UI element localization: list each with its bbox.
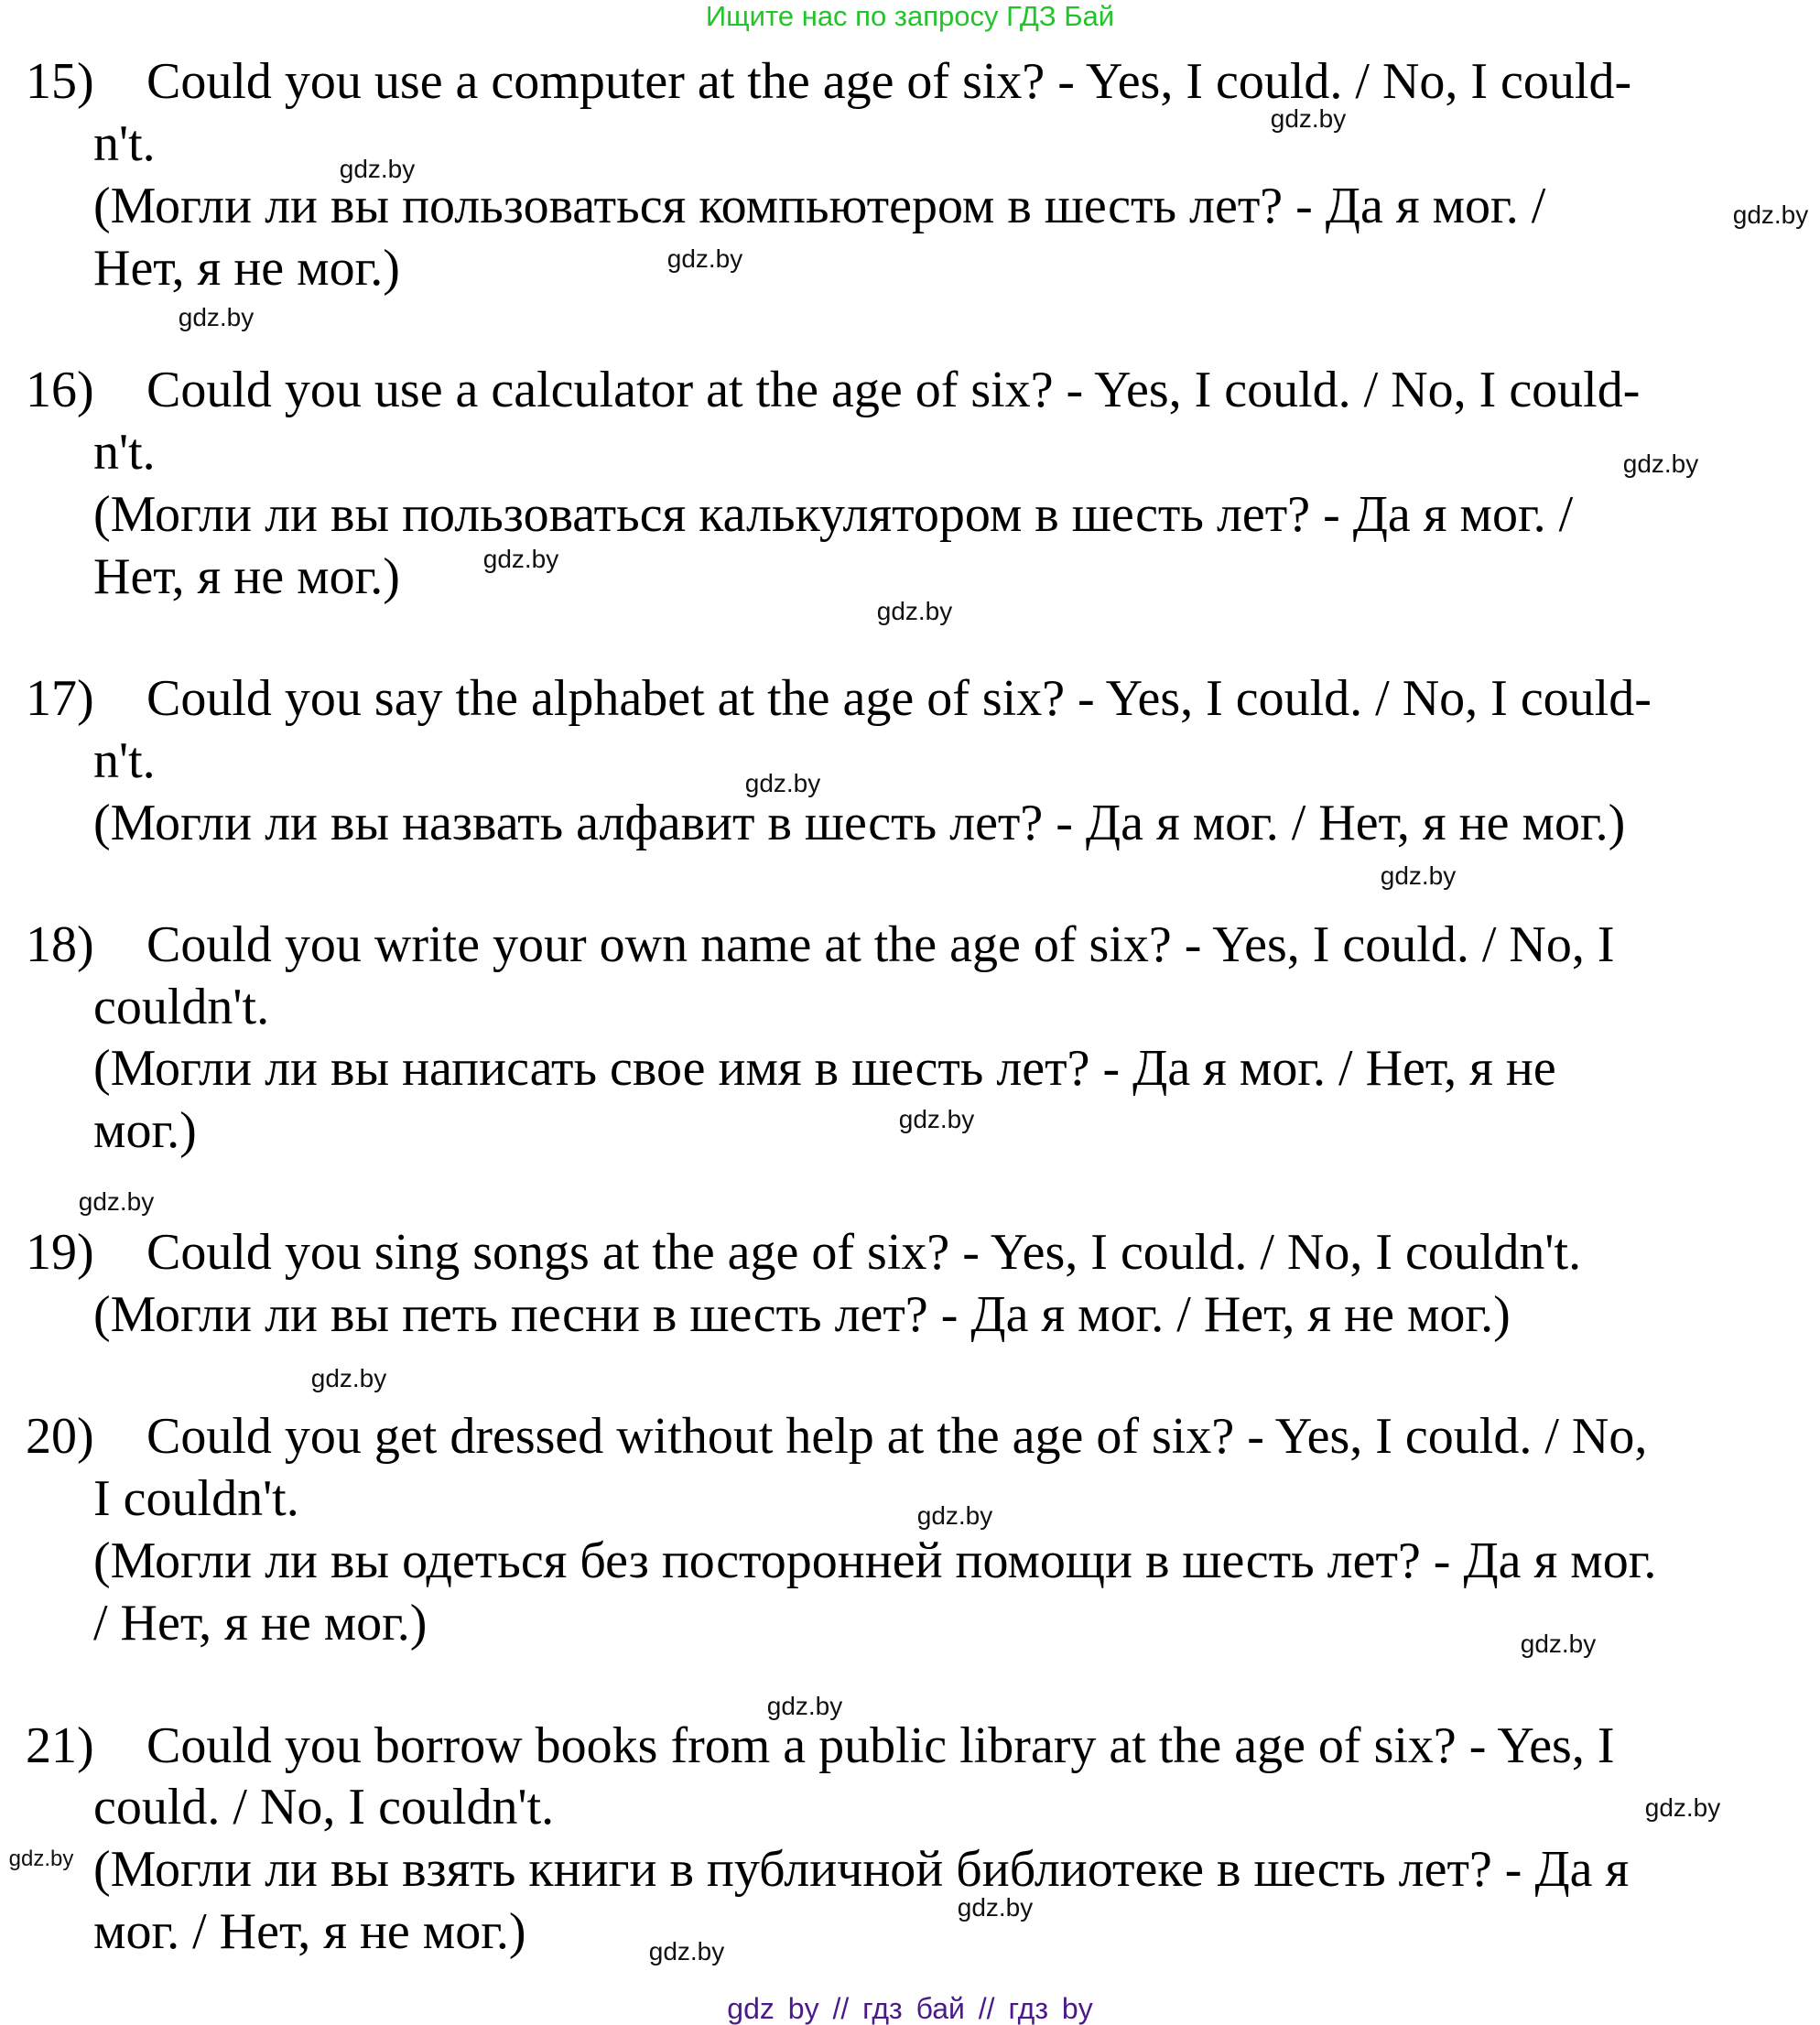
question-line: could. / No, I couldn't. xyxy=(93,1779,555,1835)
translation-line: Нет, я не мог.) xyxy=(93,548,400,605)
question-line: n't. xyxy=(93,732,156,789)
watermark: gdz.by xyxy=(957,1893,1034,1922)
footer-links: gdz by // гдз бай // гдз by xyxy=(727,1992,1093,2025)
watermark: gdz.by xyxy=(482,545,559,573)
watermark: gdz.by xyxy=(339,155,416,183)
question-line: I couldn't. xyxy=(93,1470,299,1527)
question-line: Could you write your own name at the age of six? - Yes, I could. / No, I xyxy=(146,916,1615,973)
item-number: 20) xyxy=(26,1408,94,1465)
question-line: Could you use a computer at the age of six? - Yes, I could. / No, I could- xyxy=(146,53,1632,110)
question-line: couldn't. xyxy=(93,979,270,1035)
watermark: gdz.by xyxy=(666,244,743,273)
watermark: gdz.by xyxy=(898,1105,975,1133)
item-number: 17) xyxy=(26,670,94,727)
translation-line: (Могли ли вы назвать алфавит в шесть лет? - Да я мог. / Нет, я не мог.) xyxy=(93,795,1626,851)
translation-line: Нет, я не мог.) xyxy=(93,240,400,297)
question-line: n't. xyxy=(93,424,156,481)
question-line: Could you use a calculator at the age of six? - Yes, I could. / No, I could- xyxy=(146,362,1641,418)
watermark: gdz.by xyxy=(1520,1630,1597,1658)
question-line: Could you sing songs at the age of six? - Yes, I could. / No, I couldn't. xyxy=(146,1224,1582,1281)
watermark: gdz.by xyxy=(916,1501,993,1530)
watermark: gdz.by xyxy=(178,303,255,331)
watermark: gdz.by xyxy=(1644,1793,1721,1822)
question-line: Could you get dressed without help at the age of six? - Yes, I could. / No, xyxy=(146,1408,1648,1465)
translation-line: / Нет, я не мог.) xyxy=(93,1595,428,1651)
watermark: gdz.by xyxy=(1380,861,1457,890)
translation-line: мог. / Нет, я не мог.) xyxy=(93,1903,526,1960)
question-line: n't. xyxy=(93,115,156,172)
watermark: gdz.by xyxy=(648,1937,725,1965)
item-number: 18) xyxy=(26,916,94,973)
item-number: 19) xyxy=(26,1224,94,1281)
watermark: gdz.by xyxy=(78,1187,155,1216)
watermark: gdz.by xyxy=(310,1364,387,1392)
watermark: gdz.by xyxy=(876,597,953,625)
question-line: Could you borrow books from a public library at the age of six? - Yes, I xyxy=(146,1717,1615,1774)
watermark: gdz.by xyxy=(766,1692,843,1720)
watermark: gdz.by xyxy=(1622,449,1699,478)
item-number: 15) xyxy=(26,53,94,110)
translation-line: мог.) xyxy=(93,1102,197,1159)
watermark: gdz.by xyxy=(744,769,821,797)
item-number: 16) xyxy=(26,362,94,418)
translation-line: (Могли ли вы взять книги в публичной библиотеке в шесть лет? - Да я xyxy=(93,1841,1630,1898)
translation-line: (Могли ли вы пользоваться калькулятором в шесть лет? - Да я мог. / xyxy=(93,486,1574,543)
watermark: gdz.by xyxy=(1732,200,1809,229)
watermark: gdz.by xyxy=(1270,104,1347,133)
translation-line: (Могли ли вы петь песни в шесть лет? - Да я мог. / Нет, я не мог.) xyxy=(93,1286,1511,1343)
item-number: 21) xyxy=(26,1717,94,1774)
translation-line: (Могли ли вы пользоваться компьютером в шесть лет? - Да я мог. / xyxy=(93,178,1546,234)
translation-line: (Могли ли вы написать свое имя в шесть лет? - Да я мог. / Нет, я не xyxy=(93,1040,1556,1097)
search-banner: Ищите нас по запросу ГДЗ Бай xyxy=(705,0,1115,32)
question-line: Could you say the alphabet at the age of six? - Yes, I could. / No, I could- xyxy=(146,670,1652,727)
translation-line: (Могли ли вы одеться без посторонней помощи в шесть лет? - Да я мог. xyxy=(93,1532,1657,1589)
watermark: gdz.by xyxy=(8,1846,74,1871)
